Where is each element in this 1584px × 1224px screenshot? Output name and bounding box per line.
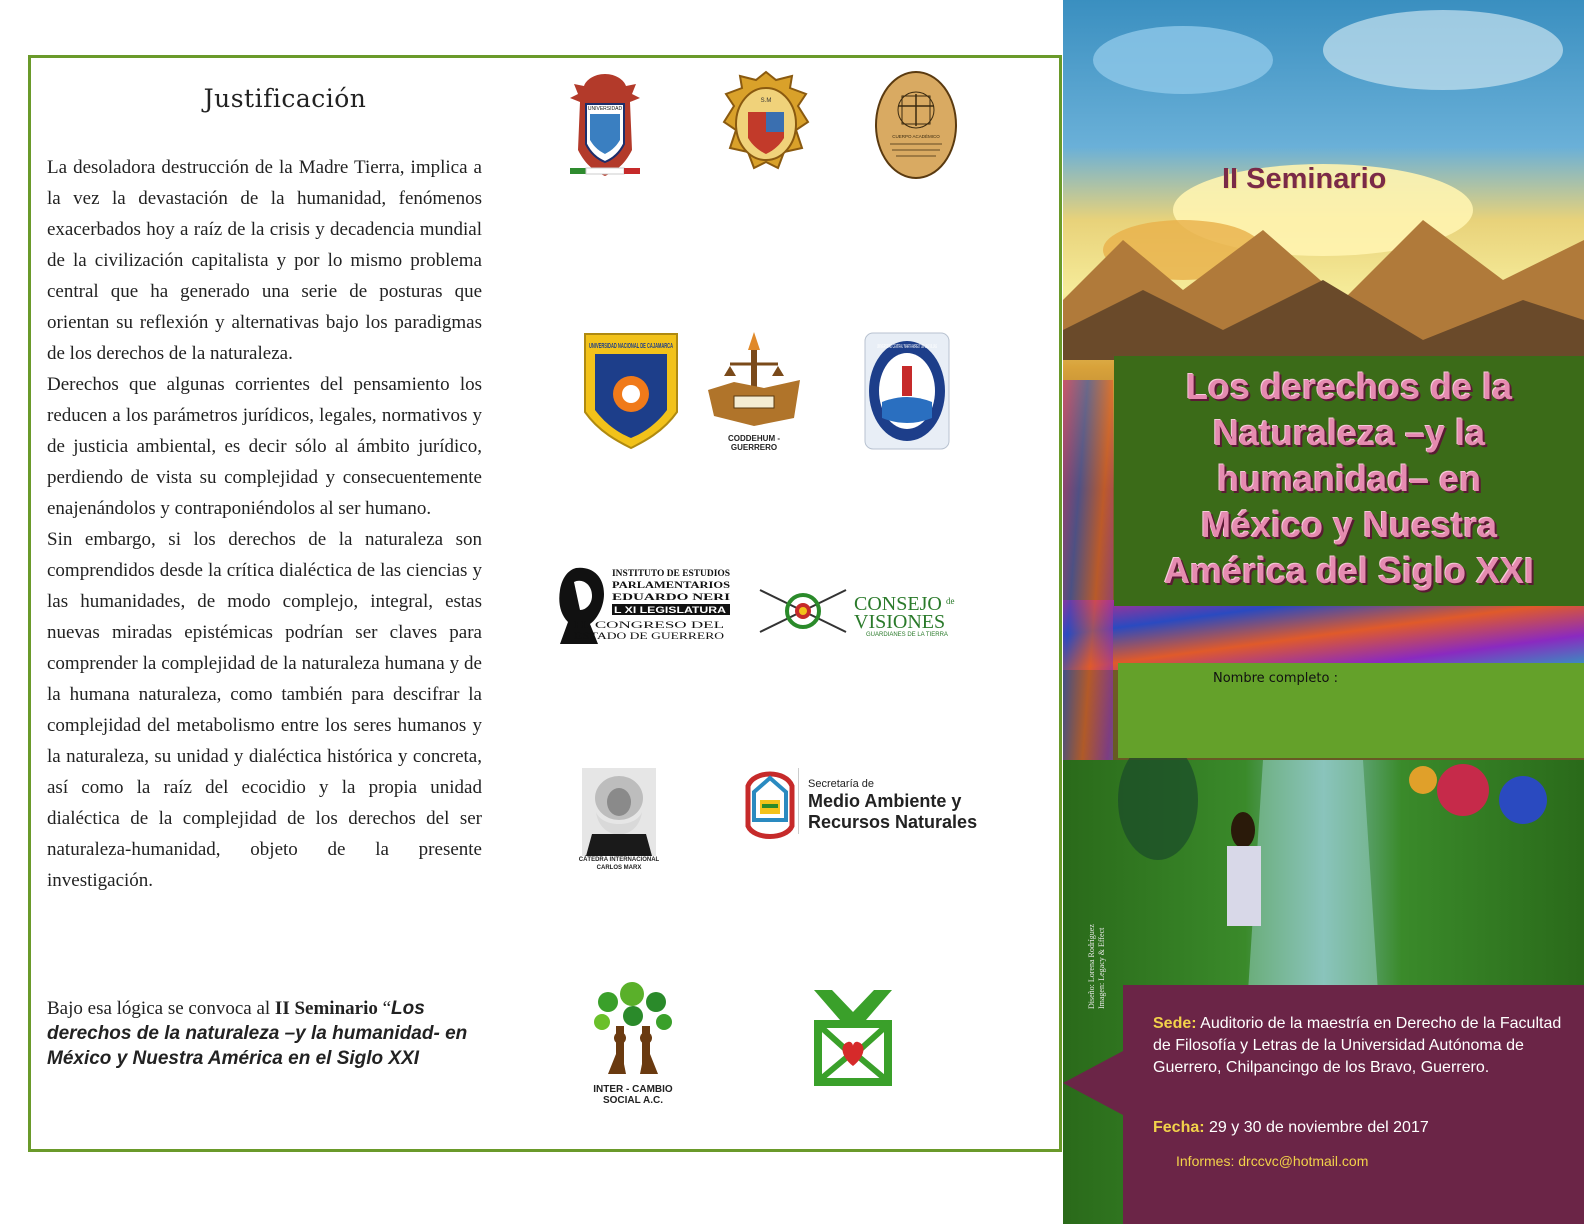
title-line-5: América del Siglo XXI — [1163, 550, 1535, 591]
instituto-estudios-parlamentarios-logo — [554, 564, 740, 646]
closing-quote: “ — [377, 998, 392, 1019]
credit-text — [1087, 899, 1107, 1009]
instituto-line-3: EDUARDO NERI — [612, 592, 731, 602]
credit-line-1: Diseño: Lorena Rodríguez — [1087, 924, 1096, 1009]
coddehum-caption: CODDEHUM - GUERRERO — [728, 434, 780, 452]
fecha-label: Fecha: — [1153, 1119, 1205, 1136]
cajamarca-university-logo — [583, 332, 679, 450]
marx-caption-1: CÁTEDRA INTERNACIONAL — [578, 857, 660, 863]
credit-line-2: Imagen: Legacy & Effect — [1097, 927, 1106, 1009]
instituto-line-5: H. CONGRESO DEL — [574, 620, 724, 630]
semarnat-line-1: Secretaría de — [808, 778, 875, 790]
section-heading: Justificación — [203, 84, 367, 113]
title-line-3: humanidad– en — [1216, 458, 1482, 499]
logo-text-cajamarca: UNIVERSIDAD NACIONAL DE CAJAMARCA — [589, 343, 673, 350]
paragraph-3: Sin embargo, si los derechos de la naturaleza son comprendidos desde la crítica dialéctica de las ciencias y las humanidades, de modo complejo, integral, estas nuevas miradas epistémicas podrían ser claves para comprender la complejidad de la naturaleza humana y de la humana naturaleza, como también para descifrar la complejidad del metabolismo entre los seres humanos y la naturaleza, su unidad y dialéctica histórica y concreta, así como la raíz del ecocidio y la propia unidad dialéctica de la complejidad de los derechos del ser naturaleza-humanidad, objeto de la presente investigación. — [47, 529, 482, 891]
san-marcos-crest-logo — [718, 68, 814, 180]
consejo-de: de — [946, 596, 955, 606]
closing-paragraph — [47, 996, 487, 1071]
sede-text: Auditorio de la maestría en Derecho de la Facultad de Filosofía y Letras de la Universidad Autónoma de Guerrero, Chilpancingo de los Bravo, Guerrero. — [1153, 1015, 1562, 1076]
closing-prefix: Bajo esa lógica se convoca al — [47, 998, 275, 1019]
instituto-line-2: PARLAMENTARIOS — [612, 580, 730, 590]
fecha-text: 29 y 30 de noviembre del 2017 — [1204, 1119, 1429, 1136]
closing-title: Los derechos de la naturaleza –y la humanidad- en México y Nuestra América en el Siglo XXI — [47, 998, 468, 1069]
title-line-1: Los derechos de la — [1185, 366, 1513, 407]
semarnat-text — [808, 778, 977, 832]
logo-text-universidad: UNIVERSIDAD — [587, 106, 623, 112]
intercambio-line-2: SOCIAL A.C. — [602, 1095, 663, 1106]
title-line-2: Naturaleza –y la — [1212, 412, 1486, 453]
karl-marx-portrait — [582, 768, 656, 856]
semarnat-divider — [798, 768, 799, 834]
marx-caption — [560, 856, 678, 872]
event-title — [1114, 364, 1584, 594]
name-label: Nombre completo : — [1213, 671, 1338, 686]
sede-label: Sede: — [1153, 1015, 1197, 1032]
inter-cambio-social-logo — [586, 982, 680, 1082]
closing-seminar: II Seminario — [274, 998, 378, 1019]
paragraph-2: Derechos que algunas corrientes del pensamiento los reducen a los parámetros jurídicos, legales, normativos y de justicia ambiental, es decir sólo al ámbito jurídico, perdiendo de vista su complejidad y consecuentemente enajenándolos y contraponiéndolos al ser humano. — [47, 374, 482, 519]
green-heart-pattern-logo — [810, 986, 896, 1094]
logo-text-sm: S.M — [760, 98, 772, 104]
semarnat-emblem — [740, 766, 800, 844]
fecha-info — [1153, 1117, 1573, 1139]
intercambio-line-1: INTER - CAMBIO — [593, 1084, 673, 1095]
paragraph-1: La desoladora destrucción de la Madre Tierra, implica a la vez la devastación de la humanidad, fenómenos exacerbados hoy a raíz de la crisis y decadencia mundial de la civilización capitalista y por lo mismo problema central que ha generado una serie de posturas que orientan su reflexión y alternativas bajo los paradigmas de los derechos de la naturaleza. — [47, 157, 482, 364]
logo-text-cuerpo: CUERPO ACADÉMICO — [892, 134, 940, 139]
instituto-line-1: INSTITUTO DE ESTUDIOS — [612, 568, 730, 578]
instituto-line-6: ESTADO DE GUERRERO — [574, 631, 725, 641]
santa-clara-university-logo — [864, 332, 950, 450]
design-credit — [1082, 900, 1118, 1009]
university-shield-logo — [566, 70, 644, 182]
title-line-4: México y Nuestra — [1200, 504, 1498, 545]
seminar-label: II Seminario — [1222, 163, 1387, 195]
vitruvian-man-seal-logo — [874, 70, 958, 180]
marx-caption-2: CARLOS MARX — [596, 865, 642, 871]
instituto-line-4: L XI LEGISLATURA — [614, 605, 727, 615]
coddehum-logo — [704, 330, 804, 436]
intercambio-caption — [576, 1084, 690, 1106]
informes-contact[interactable]: Informes: drccvc@hotmail.com — [1176, 1153, 1369, 1169]
sede-info — [1153, 1013, 1573, 1079]
semarnat-line-2: Medio Ambiente y — [808, 791, 962, 811]
logo-text-santa-clara: UNIVERSIDAD CENTRAL "MARTA ABREU" DE LAS VILLAS — [877, 344, 938, 350]
consejo-word: CONSEJO — [854, 593, 942, 615]
justification-text — [47, 152, 482, 896]
visiones-word: VISIONES — [854, 611, 946, 633]
consejo-de-visiones-logo — [756, 584, 978, 638]
guardianes-word: GUARDIANES DE LA TIERRA — [866, 632, 948, 638]
semarnat-line-3: Recursos Naturales — [808, 812, 978, 832]
